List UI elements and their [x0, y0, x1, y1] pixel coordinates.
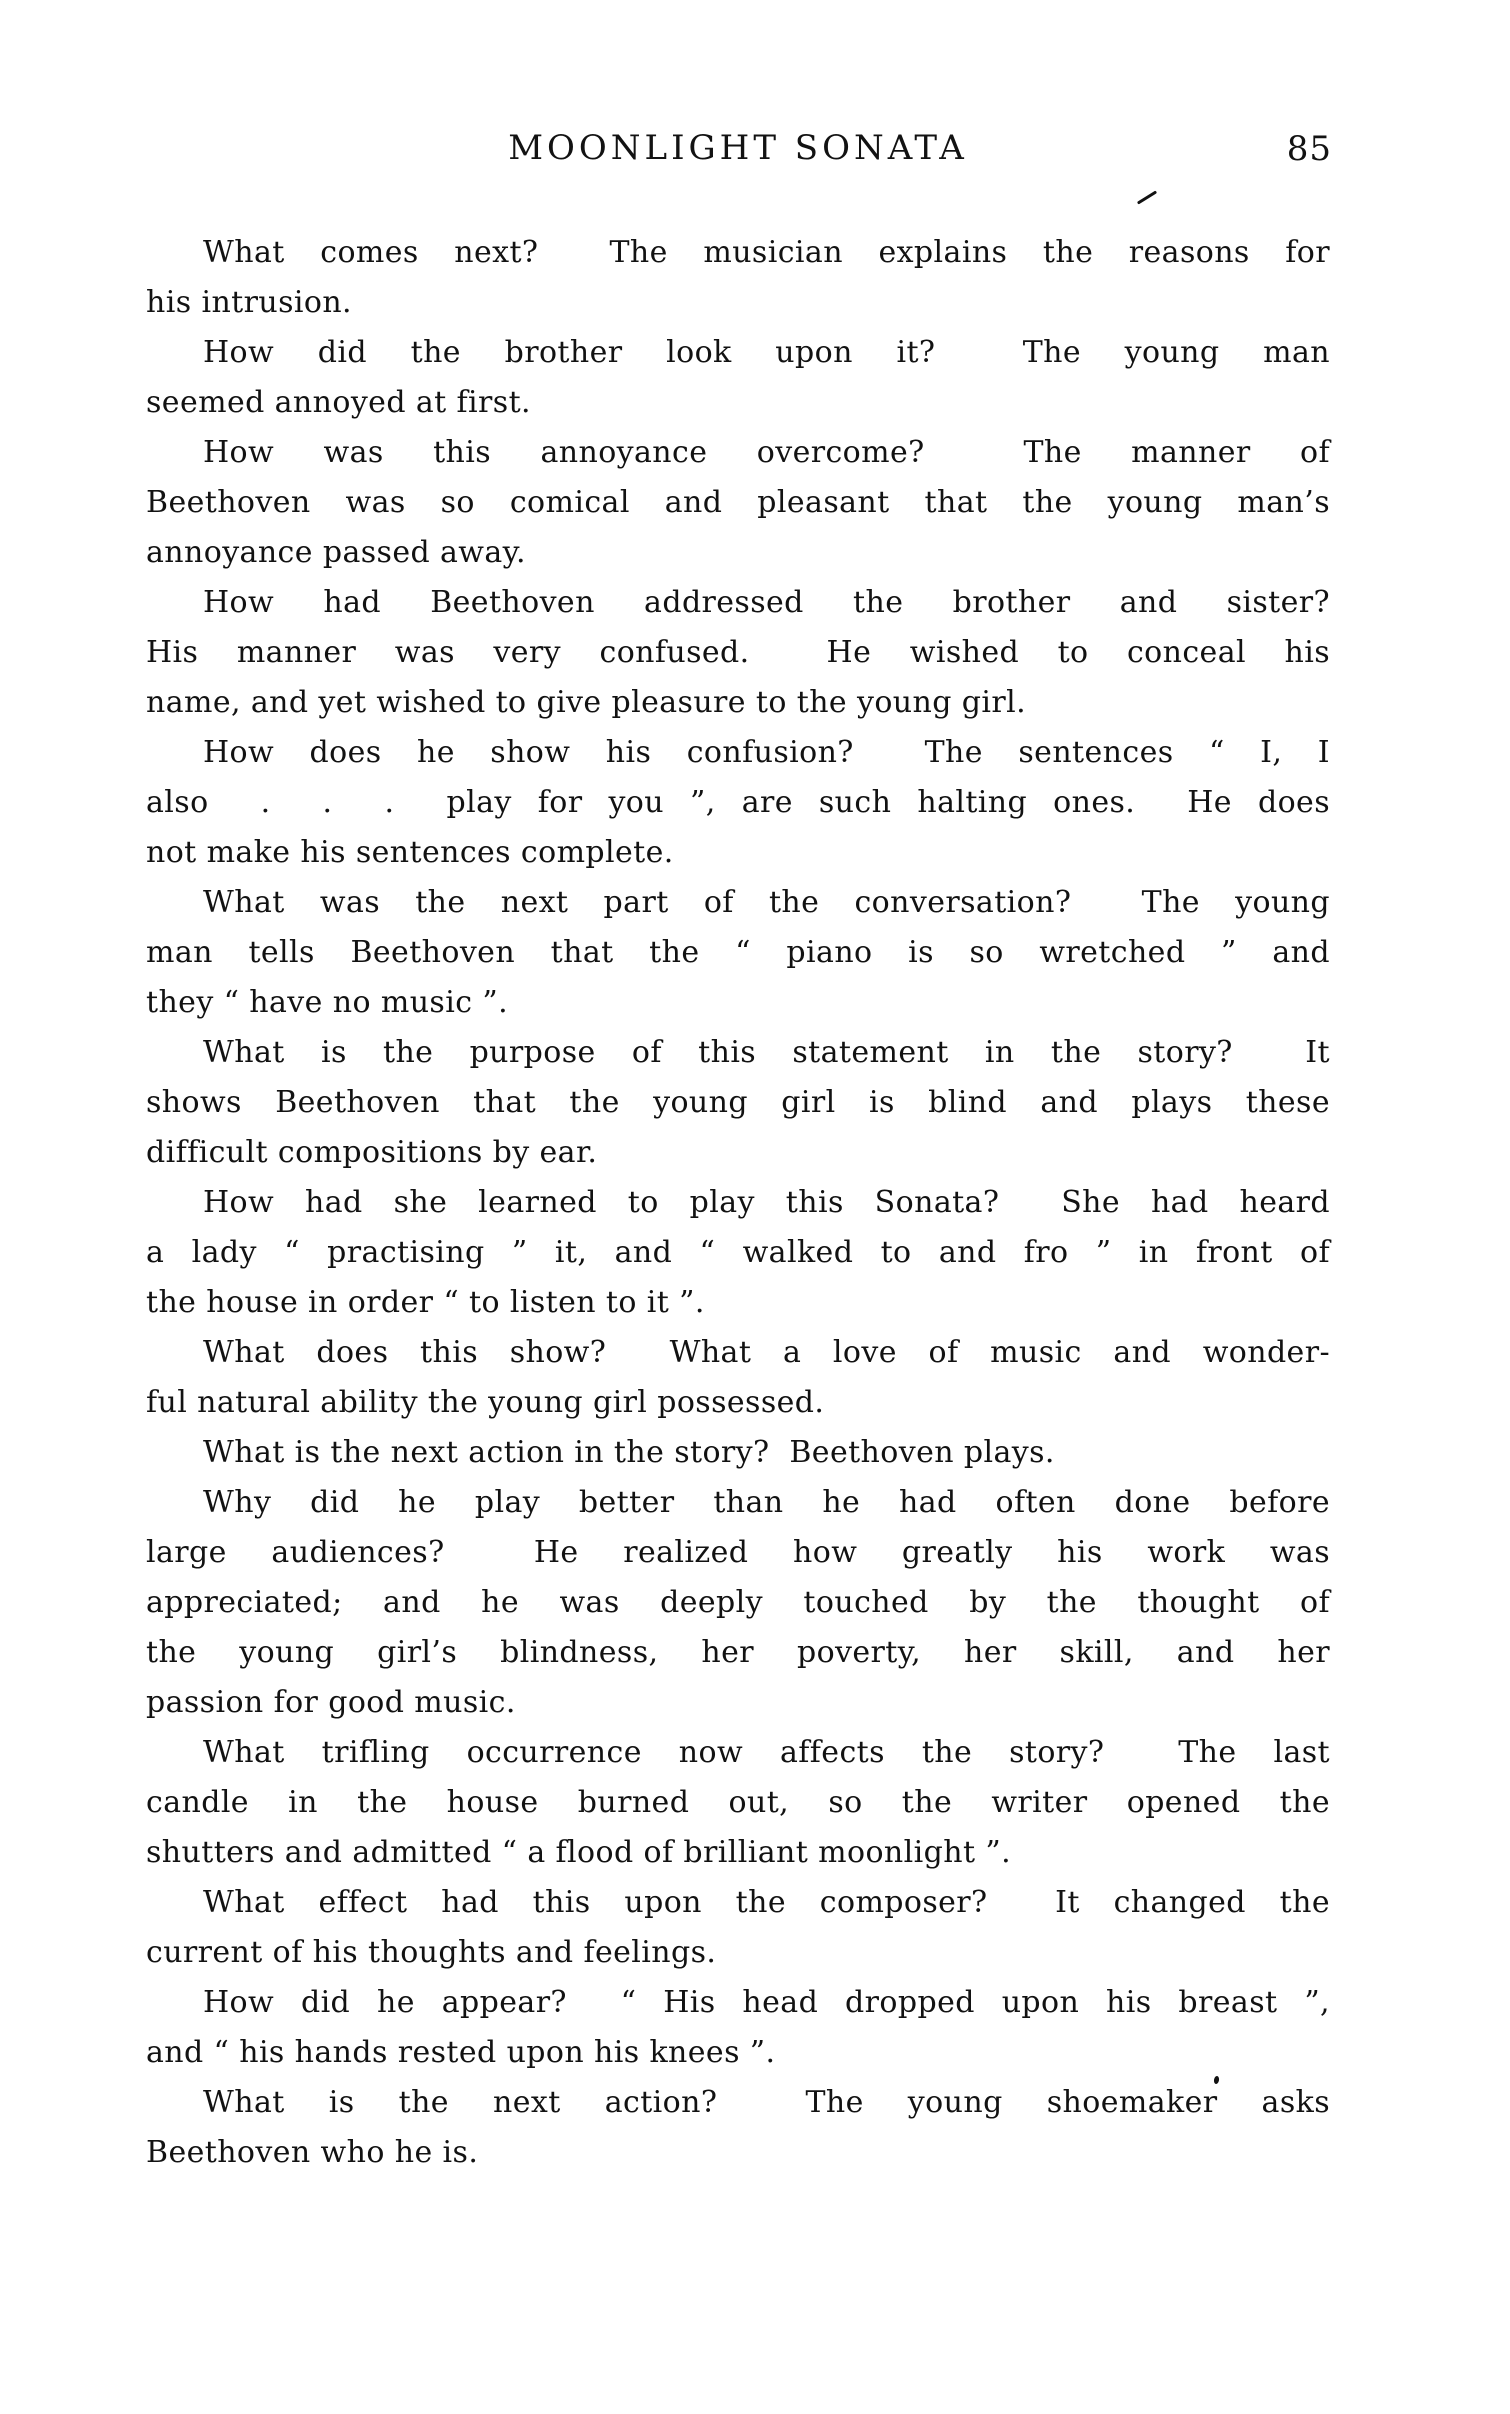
text-line: What is the purpose of this statement in the story? It: [203, 1035, 1330, 1070]
text-line: What is the next action? The young shoemaker asks: [203, 2085, 1330, 2120]
paragraph: [146, 878, 1330, 1028]
paragraph: [146, 328, 1330, 428]
text-line: man tells Beethoven that the “ piano is so wretched ” and: [146, 935, 1330, 970]
text-line: Why did he play better than he had often done before: [203, 1485, 1330, 1520]
paragraph: [146, 1428, 1330, 1478]
paragraph: [146, 228, 1330, 328]
text-line: and “ his hands rested upon his knees ”.: [146, 2035, 776, 2070]
text-line: What is the next action in the story? Beethoven plays.: [203, 1435, 1055, 1470]
page-number: 85: [1286, 129, 1332, 169]
text-line: ful natural ability the young girl possessed.: [146, 1385, 825, 1420]
text-line: shows Beethoven that the young girl is blind and plays these: [146, 1085, 1330, 1120]
paragraph: [146, 1178, 1330, 1328]
text-line: His manner was very confused. He wished to conceal his: [146, 635, 1330, 670]
text-line: Beethoven was so comical and pleasant that the young man’s: [146, 485, 1330, 520]
text-line: appreciated; and he was deeply touched by the thought of: [146, 1585, 1330, 1620]
page-body: [146, 228, 1330, 2178]
paragraph: [146, 1478, 1330, 1728]
text-line: large audiences? He realized how greatly his work was: [146, 1535, 1330, 1570]
text-line: shutters and admitted “ a flood of brilliant moonlight ”.: [146, 1835, 1012, 1870]
text-line: passion for good music.: [146, 1685, 516, 1720]
scan-artifact-tick: [1137, 190, 1157, 204]
paragraph: [146, 1728, 1330, 1878]
text-line: not make his sentences complete.: [146, 835, 674, 870]
paragraph: [146, 1978, 1330, 2078]
text-line: How does he show his confusion? The sentences “ I, I: [203, 735, 1330, 770]
text-line: seemed annoyed at first.: [146, 385, 531, 420]
running-head-title: MOONLIGHT SONATA: [508, 128, 968, 168]
paragraph: [146, 1328, 1330, 1428]
text-line: current of his thoughts and feelings.: [146, 1935, 717, 1970]
paragraph: [146, 428, 1330, 578]
text-line: What trifling occurrence now affects the story? The last: [203, 1735, 1330, 1770]
text-line: a lady “ practising ” it, and “ walked to and fro ” in front of: [146, 1235, 1330, 1270]
text-line: How did he appear? “ His head dropped upon his breast ”,: [203, 1985, 1330, 2020]
text-line: How was this annoyance overcome? The manner of: [203, 435, 1330, 470]
paragraph: [146, 2078, 1330, 2178]
paragraph: [146, 728, 1330, 878]
text-line: the young girl’s blindness, her poverty, her skill, and her: [146, 1635, 1330, 1670]
text-line: difficult compositions by ear.: [146, 1135, 598, 1170]
text-line: the house in order “ to listen to it ”.: [146, 1285, 705, 1320]
text-line: candle in the house burned out, so the writer opened the: [146, 1785, 1330, 1820]
text-line: annoyance passed away.: [146, 535, 526, 570]
paragraph: [146, 1028, 1330, 1178]
text-line: How did the brother look upon it? The young man: [203, 335, 1330, 370]
text-line: name, and yet wished to give pleasure to the young girl.: [146, 685, 1027, 720]
text-line: they “ have no music ”.: [146, 985, 509, 1020]
text-line: What effect had this upon the composer? It changed the: [203, 1885, 1330, 1920]
text-line: also . . . play for you ”, are such halting ones. He does: [146, 785, 1330, 820]
text-line: his intrusion.: [146, 285, 352, 320]
text-line: How had Beethoven addressed the brother and sister?: [203, 585, 1330, 620]
text-line: What comes next? The musician explains the reasons for: [203, 235, 1330, 270]
paragraph: [146, 578, 1330, 728]
text-line: How had she learned to play this Sonata? She had heard: [203, 1185, 1330, 1220]
text-line: What was the next part of the conversation? The young: [203, 885, 1330, 920]
text-line: Beethoven who he is.: [146, 2135, 479, 2170]
paragraph: [146, 1878, 1330, 1978]
text-line: What does this show? What a love of music and wonder-: [203, 1335, 1330, 1370]
